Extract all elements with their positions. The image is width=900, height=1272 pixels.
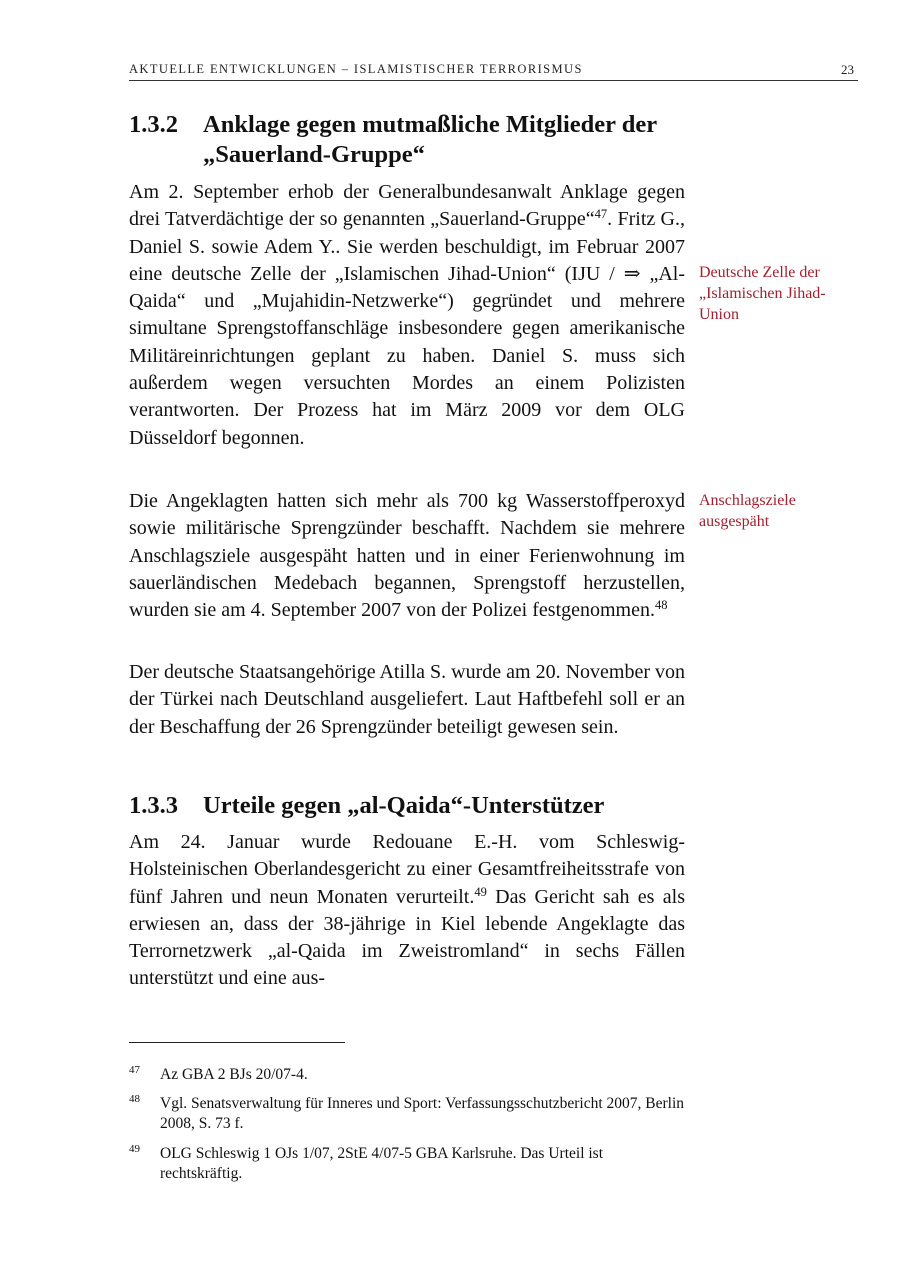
paragraph: Am 2. September erhob der Generalbundesanwalt Anklage gegen drei Tatverdächtige der so genannten „Sauerland-Gruppe“$^{47}$. Fritz G., Daniel S. sowie Adem Y.. Sie werden beschuldigt, im Februar 2007 eine deutsche Zelle der „Islamischen Jihad-Union“ (IJU / ⇒ „Al-Qaida“ und „Mujahidin-Netzwerke“) gegründet und mehrere simultane Sprengstoffanschläge insbesondere gegen amerikanische Militäreinrichtungen geplant zu haben. Daniel S. muss sich außerdem wegen versuchten Mordes an einem Polizisten verantworten. Der Prozess hat im März 2009 vor dem OLG Düsseldorf begonnen. (129, 181, 686, 449)
footnote (129, 1094, 689, 1134)
section-heading-1-3-3 (129, 791, 709, 821)
section-number: 1.3.3 (129, 792, 178, 819)
footnote-ref: 48 (655, 598, 668, 613)
footnote-number: 48 (129, 1093, 140, 1105)
footnote-divider (129, 1042, 345, 1043)
footnote (129, 1065, 689, 1085)
footnote-ref: 47 (594, 207, 608, 222)
section-title: Urteile gegen „al-Qaida“-Unterstützer (203, 792, 605, 819)
running-header (129, 62, 858, 81)
footnote-ref: 49 (474, 884, 487, 899)
running-title: AKTUELLE ENTWICKLUNGEN – ISLAMISTISCHER TERRORISMUS (129, 62, 583, 76)
paragraph: Der deutsche Staatsangehörige Atilla S. wurde am 20. November von der Türkei nach Deutschland ausgeliefert. Laut Haftbefehl soll er an der Beschaffung der 26 Sprengzünder beteiligt gewesen sein. (129, 661, 685, 738)
paragraph: Am 24. Januar wurde Redouane E.-H. vom Schleswig-Holsteinischen Oberlandesgericht zu einer Gesamtfreiheitsstrafe von fünf Jahren und neun Monaten verurteilt.$^{49}$ Das Gericht sah es als erwiesen an, dass der 38-jährige in Kiel lebende Angeklagte das Terrornetzwerk „al-Qaida im Zweistromland“ in sechs Fällen unterstützt und eine aus- (129, 831, 685, 990)
footnote-text: OLG Schleswig 1 OJs 1/07, 2StE 4/07-5 GBA Karlsruhe. Das Urteil ist rechtskräftig. (160, 1145, 604, 1182)
footnote-text: Az GBA 2 BJs 20/07-4. (160, 1066, 308, 1083)
margin-note: Deutsche Zelle der „Islamischen Jihad-Union (699, 264, 826, 323)
footnote (129, 1144, 689, 1184)
section-title: Anklage gegen mutmaßliche Mitglieder der „Sauerland-Gruppe“ (203, 111, 657, 168)
page-number: 23 (841, 62, 854, 77)
paragraph: Die Angeklagten hatten sich mehr als 700 kg Wasserstoffperoxyd sowie militärische Sprengzünder beschafft. Nachdem sie mehrere Anschlagsziele ausgespäht hatten und in einer Ferienwohnung im sauerländischen Medebach begannen, Sprengstoff herzustellen, wurden sie am 4. September 2007 von der Polizei festgenommen.$^{48}$ (129, 490, 685, 622)
footnote-number: 47 (129, 1064, 140, 1076)
footnote-number: 49 (129, 1143, 140, 1155)
footnote-text: Vgl. Senatsverwaltung für Inneres und Sport: Verfassungsschutzbericht 2007, Berlin 2008, S. 73 f. (160, 1095, 685, 1132)
margin-note: Anschlagsziele ausgespäht (699, 492, 796, 530)
section-number: 1.3.2 (129, 111, 178, 138)
section-heading-1-3-2 (129, 110, 709, 170)
